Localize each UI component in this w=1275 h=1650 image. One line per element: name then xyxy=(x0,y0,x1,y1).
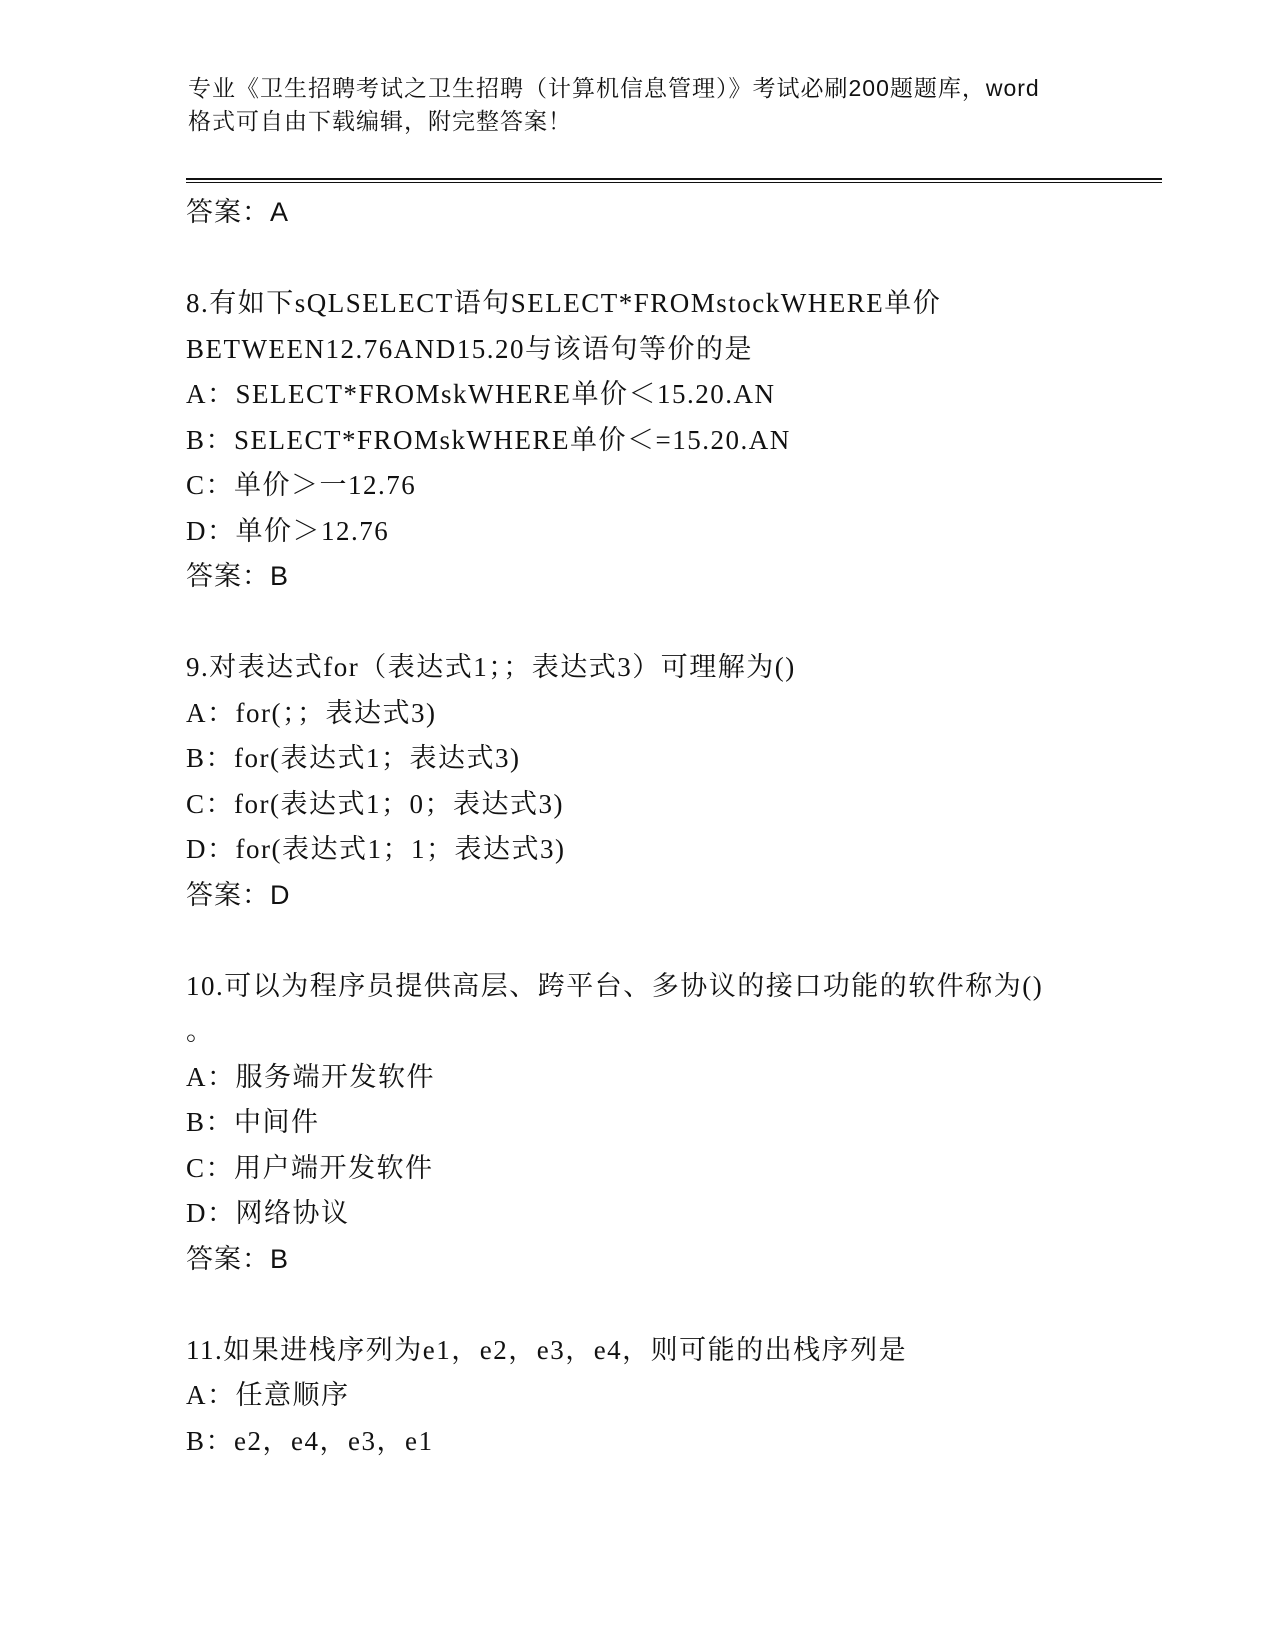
option-b: B：SELECT*FROMskWHERE单价＜=15.20.AN xyxy=(186,424,791,455)
option-a: A：任意顺序 xyxy=(186,1380,350,1410)
answer-line: 答案：B xyxy=(186,561,290,591)
option-d: D：网络协议 xyxy=(186,1198,350,1228)
question-stem: 10.可以为程序员提供高层、跨平台、多协议的接口功能的软件称为() xyxy=(186,970,1044,1001)
spacer xyxy=(186,600,1146,646)
question-stem-continued: 。 xyxy=(186,1016,215,1046)
question-stem: 8.有如下sQLSELECT语句SELECT*FROMstockWHERE单价 xyxy=(186,288,942,318)
option-d: D：for(表达式1；1；表达式3) xyxy=(186,834,566,864)
question-list xyxy=(186,190,1146,1464)
option-b: B：中间件 xyxy=(186,1107,320,1137)
option-a: A：SELECT*FROMskWHERE单价＜15.20.AN xyxy=(186,379,776,409)
option-c: C：for(表达式1；0；表达式3) xyxy=(186,788,564,819)
spacer xyxy=(186,236,1146,282)
option-c: C：单价＞一12.76 xyxy=(186,470,417,500)
option-a: A：for(；；表达式3) xyxy=(186,697,437,728)
question-8 xyxy=(186,281,1146,600)
option-b: B：for(表达式1；表达式3) xyxy=(186,743,521,773)
spacer xyxy=(186,918,1146,964)
option-a: A：服务端开发软件 xyxy=(186,1061,435,1092)
option-d: D：单价＞12.76 xyxy=(186,515,390,546)
option-b: B：e2，e4，e3，e1 xyxy=(186,1425,434,1456)
question-11 xyxy=(186,1328,1146,1465)
question-stem-continued: BETWEEN12.76AND15.20与该语句等价的是 xyxy=(186,333,753,364)
header-line-2: 格式可自由下载编辑，附完整答案！ xyxy=(188,108,572,134)
question-9 xyxy=(186,645,1146,918)
question-10 xyxy=(186,964,1146,1283)
question-stem: 9.对表达式for（表达式1；；表达式3）可理解为() xyxy=(186,652,796,682)
header-divider xyxy=(186,178,1162,183)
header-line-1: 专业《卫生招聘考试之卫生招聘（计算机信息管理）》考试必刷200题题库，word xyxy=(188,75,1040,101)
document-header xyxy=(188,72,1108,138)
question-stem: 11.如果进栈序列为e1，e2，e3，e4，则可能的出栈序列是 xyxy=(186,1334,908,1365)
option-c: C：用户端开发软件 xyxy=(186,1152,434,1183)
answer-line: 答案：B xyxy=(186,1243,290,1274)
answer-line: 答案：D xyxy=(186,879,291,910)
answer-line: 答案：A xyxy=(186,197,290,227)
spacer xyxy=(186,1282,1146,1328)
